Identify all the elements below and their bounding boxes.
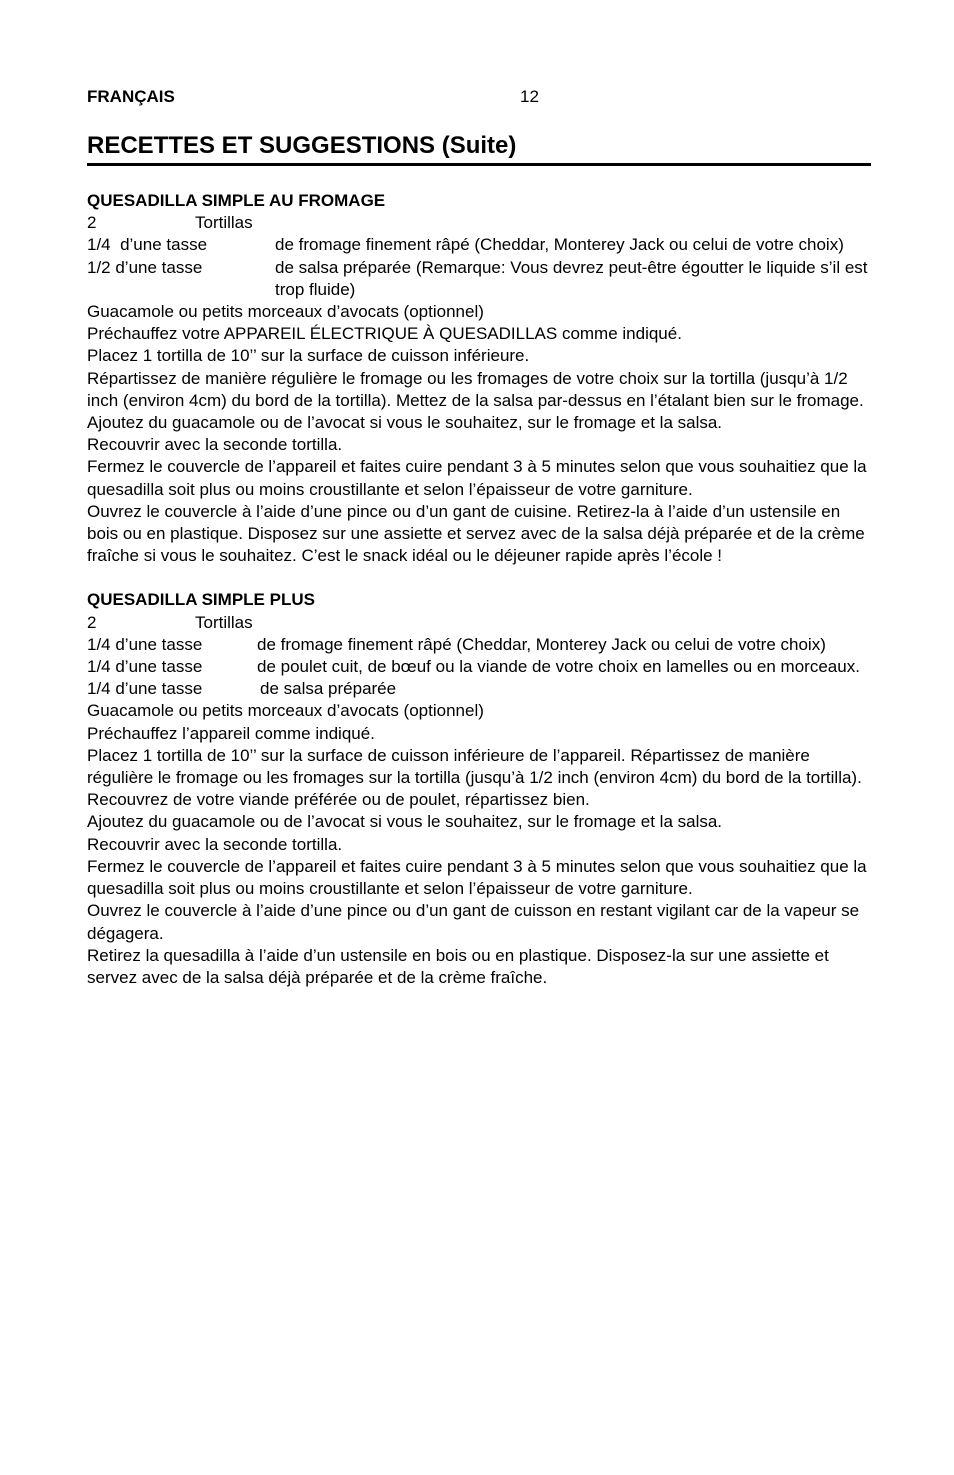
language-label: FRANÇAIS [87,87,175,106]
ingredient-desc: de fromage finement râpé (Cheddar, Monterey Jack ou celui de votre choix) [257,634,826,654]
ingredient-desc: Tortillas [195,612,253,632]
instruction-line: Recouvrir avec la seconde tortilla. [87,834,343,854]
recipe-simple-plus [87,589,871,989]
instruction-line: Retirez la quesadilla à l’aide d’un ustensile en bois ou en plastique. Disposez-la sur une assiette et servez avec de la salsa déjà préparée et de la crème fraîche. [87,945,829,987]
ingredient-qty: 2 [87,213,97,233]
instruction-line: Fermez le couvercle de l’appareil et faites cuire pendant 3 à 5 minutes selon que vous souhaitiez que la quesadilla soit plus ou moins croustillante et selon l’épaisseur de votre garniture. [87,856,867,899]
instruction-line: Guacamole ou petits morceaux d’avocats (optionnel) [87,701,484,721]
instruction-line: Préchauffez votre APPAREIL ÉLECTRIQUE À QUESADILLAS comme indiqué. [87,324,682,344]
instruction-line: Placez 1 tortilla de 10’’ sur la surface de cuisson inférieure de l’appareil. Répartissez de manière régulière le fromage ou les fromages sur la tortilla (jusqu’à 1/2 inch (environ 4cm) du bord de la tortilla). [87,745,862,788]
ingredient-qty: 1/4 d’une tasse [87,679,203,699]
instruction-line: Fermez le couvercle de l’appareil et faites cuire pendant 3 à 5 minutes selon que vous souhaitiez que la quesadilla soit plus ou moins croustillante et selon l’épaisseur de votre garniture. [87,457,867,499]
ingredient-qty: 1/2 d’une tasse [87,257,203,277]
ingredient-row [87,234,871,256]
instruction-line: Recouvrez de votre viande préférée ou de poulet, répartissez bien. [87,790,590,810]
ingredient-row [87,612,871,634]
recipe-title: QUESADILLA SIMPLE AU FROMAGE [87,191,386,210]
ingredient-desc: de poulet cuit, de bœuf ou la viande de votre choix en lamelles ou en morceaux. [257,657,860,677]
page-number: 12 [520,87,539,106]
document-page [87,84,871,989]
ingredient-row [87,212,871,234]
ingredient-desc: de fromage finement râpé (Cheddar, Monterey Jack ou celui de votre choix) [275,235,844,255]
recipe-simple-cheese [87,190,871,567]
ingredient-desc: de salsa préparée [260,679,397,699]
ingredient-row [87,257,871,301]
page-header [87,84,871,114]
instruction-line: Placez 1 tortilla de 10’’ sur la surface de cuisson inférieure. [87,346,530,366]
ingredient-row [87,678,871,700]
instruction-line: Répartissez de manière régulière le fromage ou les fromages de votre choix sur la tortilla (jusqu’à 1/2 inch (environ 4cm) du bord de la tortilla). Mettez de la salsa par-dessus en l’étalant bien sur le fromage. [87,368,864,410]
ingredient-row [87,656,871,678]
ingredient-desc: Tortillas [195,213,253,233]
instruction-line: Ajoutez du guacamole ou de l’avocat si vous le souhaitez, sur le fromage et la salsa. [87,812,723,832]
ingredient-row [87,634,871,656]
ingredient-qty: 2 [87,612,97,632]
instruction-line: Guacamole ou petits morceaux d’avocats (optionnel) [87,302,484,322]
ingredient-qty: 1/4 d’une tasse [87,235,208,255]
instruction-line: Ouvrez le couvercle à l’aide d’une pince ou d’un gant de cuisine. Retirez-la à l’aide d’un ustensile en bois ou en plastique. Disposez sur une assiette et servez avec de la salsa déjà préparée et de la crème fraîche si vous le souhaitez. C’est le snack idéal ou le déjeuner rapide après l’école ! [87,501,865,566]
instruction-line: Recouvrir avec la seconde tortilla. [87,435,343,455]
instruction-line: Préchauffez l’appareil comme indiqué. [87,723,375,743]
instruction-line: Ouvrez le couvercle à l’aide d’une pince ou d’un gant de cuisson en restant vigilant car de la vapeur se dégagera. [87,901,860,943]
ingredient-qty: 1/4 d’une tasse [87,634,203,654]
page-title: RECETTES ET SUGGESTIONS (Suite) [87,130,871,166]
instruction-line: Ajoutez du guacamole ou de l’avocat si vous le souhaitez, sur le fromage et la salsa. [87,413,723,433]
ingredient-desc: de salsa préparée (Remarque: Vous devrez peut-être égoutter le liquide s’il est trop fluide) [275,257,868,299]
ingredient-qty: 1/4 d’une tasse [87,657,203,677]
recipe-title: QUESADILLA SIMPLE PLUS [87,590,315,610]
